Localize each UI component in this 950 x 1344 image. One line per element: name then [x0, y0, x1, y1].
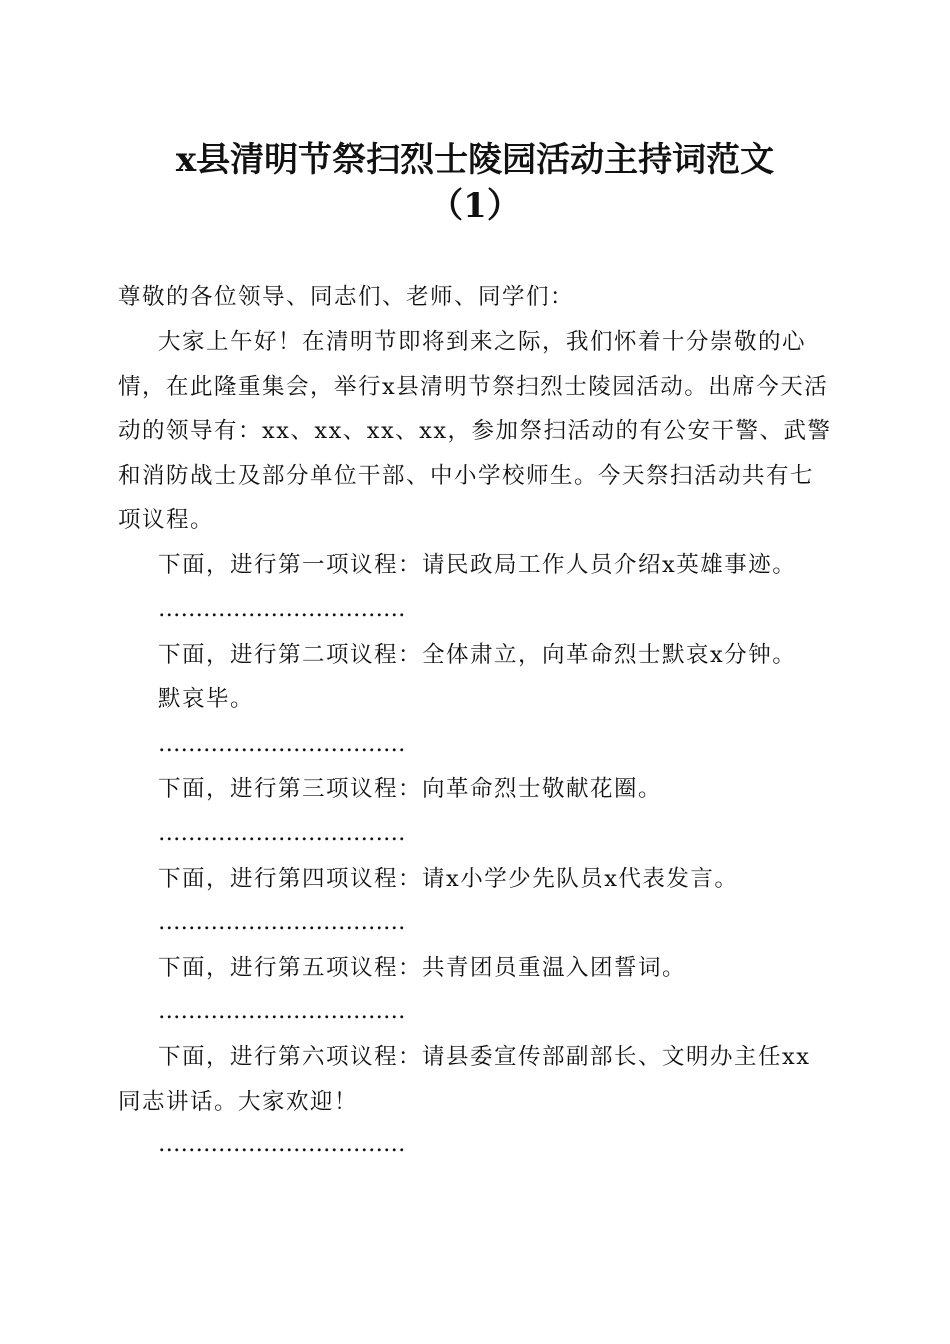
agenda-item-2-note: 默哀毕。: [158, 686, 255, 712]
agenda-item-6: 下面，进行第六项议程：请县委宣传部副部长、文明办主任xx同志讲话。大家欢迎！: [118, 1044, 811, 1115]
ellipsis-separator: ……………………………: [158, 1131, 406, 1157]
agenda-item-4: 下面，进行第四项议程：请x小学少先队员x代表发言。: [158, 866, 739, 892]
ellipsis-separator: ……………………………: [158, 909, 406, 935]
opening-paragraph: 大家上午好！在清明节即将到来之际，我们怀着十分崇敬的心情，在此隆重集会，举行x县清明节祭扫烈士陵园活动。出席今天活动的领导有：xx、xx、xx、xx，参加祭扫活动的有公安干警、武警和消防战士及部分单位干部、中小学校师生。今天祭扫活动共有七项议程。: [118, 329, 832, 534]
agenda-item-3: 下面，进行第三项议程：向革命烈士敬献花圈。: [158, 776, 663, 802]
agenda-item-5: 下面，进行第五项议程：共青团员重温入团誓词。: [158, 955, 687, 981]
document-title-number: （1）: [429, 186, 521, 226]
ellipsis-separator: ……………………………: [158, 596, 406, 622]
document-title: x县清明节祭扫烈士陵园活动主持词范文: [175, 140, 775, 180]
ellipsis-separator: ……………………………: [158, 998, 406, 1024]
ellipsis-separator: ……………………………: [158, 731, 406, 757]
agenda-item-1: 下面，进行第一项议程：请民政局工作人员介绍x英雄事迹。: [158, 552, 797, 578]
greeting: 尊敬的各位领导、同志们、老师、同学们：: [118, 284, 575, 310]
ellipsis-separator: ……………………………: [158, 820, 406, 846]
agenda-item-2: 下面，进行第二项议程：全体肃立，向革命烈士默哀x分钟。: [158, 642, 797, 668]
